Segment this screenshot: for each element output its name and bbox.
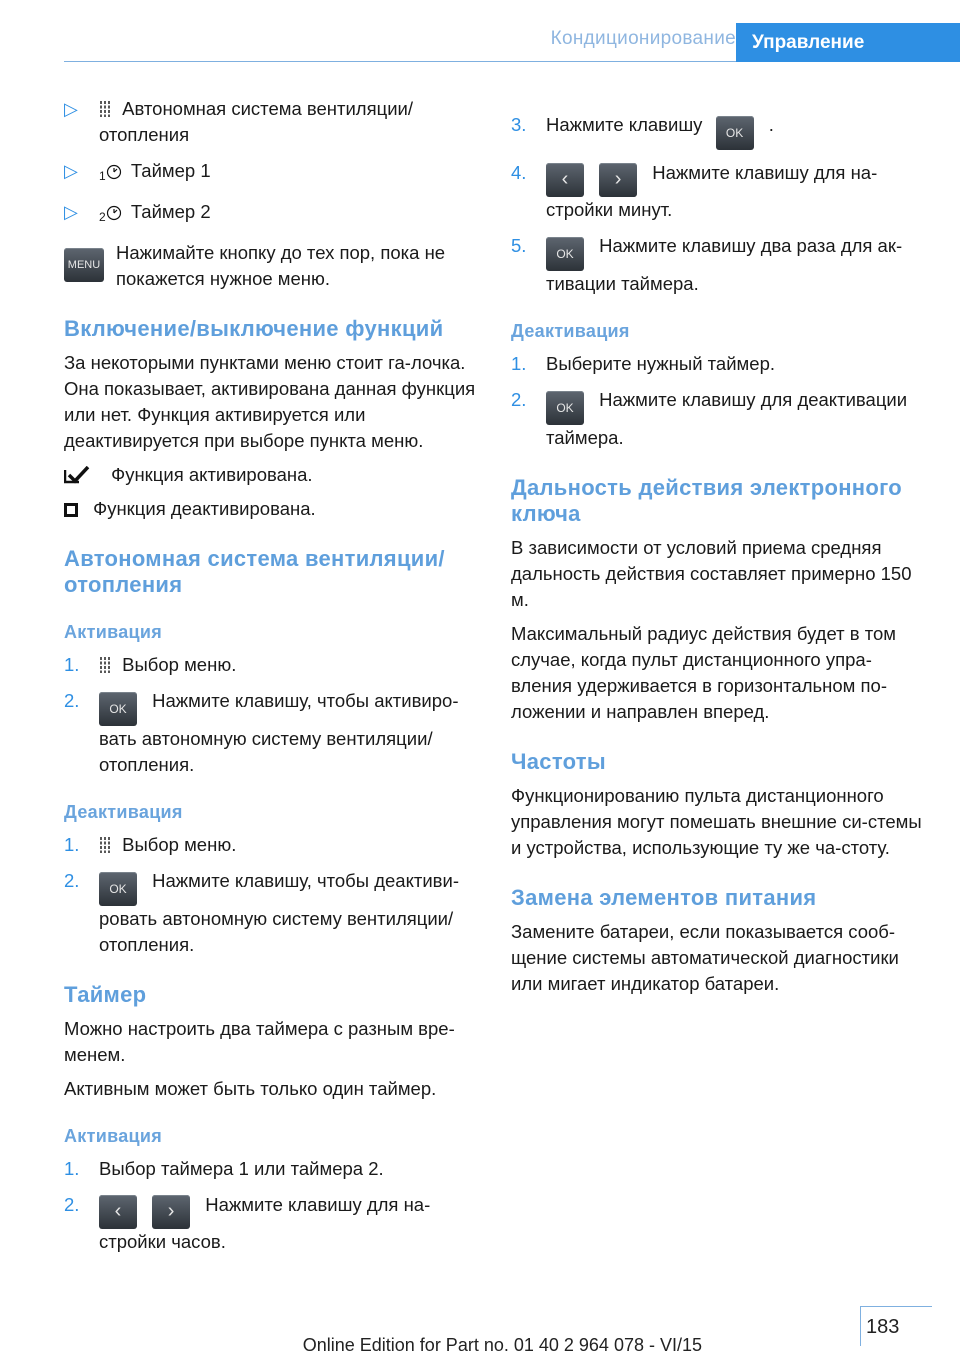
timer-icon: 2: [99, 204, 122, 230]
list-item: 2. OK Нажмите клавишу для деактивации таймера.: [511, 389, 908, 448]
footer-rule: [860, 1306, 932, 1307]
header-rule: [64, 61, 736, 62]
arrow-right-key-icon: ›: [599, 163, 637, 197]
range-paragraph-1: В зависимости от условий приема средняя дальность действия составляет примерно 150 м.: [511, 537, 912, 610]
heading-activation: Активация: [64, 622, 163, 642]
bullet-item-ventilation: [64, 96, 484, 148]
ventilation-icon: [99, 656, 111, 674]
ok-key-icon: OK: [99, 872, 137, 906]
list-item: 1. Выберите нужный таймер.: [511, 353, 775, 374]
triangle-bullet-icon: ▷: [64, 202, 78, 222]
empty-checkbox-icon: [64, 503, 78, 517]
func-activated-row: Функция активирована.: [64, 462, 484, 488]
footer-vertical-rule: [860, 1306, 861, 1346]
menu-instruction: [64, 240, 484, 292]
heading-frequencies: Частоты: [511, 749, 606, 774]
left-column: [64, 96, 484, 1265]
bullet-label: Таймер 1: [130, 160, 211, 181]
ok-key-icon: OK: [546, 391, 584, 425]
triangle-bullet-icon: ▷: [64, 161, 78, 181]
triangle-bullet-icon: ▷: [64, 99, 78, 119]
arrow-left-key-icon: ‹: [99, 1195, 137, 1229]
list-item: 1. Выбор меню.: [64, 834, 237, 855]
bullet-item-timer2: [64, 199, 484, 230]
heading-on-off: Включение/выключение функций: [64, 316, 444, 341]
func-deactivated-row: Функция деактивирована.: [64, 496, 484, 522]
bullet-item-timer1: [64, 158, 484, 189]
list-item: 5. OK Нажмите клавишу два раза для ак-тивации таймера.: [511, 235, 903, 294]
list-item: 2. OK Нажмите клавишу, чтобы деактиви-ровать автономную систему вентиляции/ отопления.: [64, 870, 460, 955]
timer-icon: 1: [99, 163, 122, 189]
list-item: 3. Нажмите клавишу OK .: [511, 112, 931, 150]
ventilation-icon: [99, 100, 111, 118]
on-off-text: За некоторыми пунктами меню стоит га-лочка. Она показывает, активирована данная функция или нет. Функция активируется или деактивируется при выборе пункта меню.: [64, 352, 476, 451]
heading-auto-ventilation: Автономная система вентиляции/ отопления: [64, 546, 445, 597]
ok-key-icon: OK: [716, 116, 754, 150]
range-paragraph-2: Максимальный радиус действия будет в том случае, когда пульт дистанционного упра-вления удерживается в горизонтальном по-ложении и направлен вперед.: [511, 623, 896, 722]
ok-key-icon: OK: [546, 237, 584, 271]
heading-deactivation: Деактивация: [64, 802, 183, 822]
bullet-label: Таймер 2: [130, 201, 211, 222]
heading-key-range: Дальность действия электронного ключа: [511, 475, 903, 526]
list-item: 2. ‹ › Нажмите клавишу для на-стройки часов.: [64, 1194, 431, 1252]
battery-paragraph: Замените батареи, если показывается сооб-щение системы автоматической диагностики или мигает индикатор батареи.: [511, 921, 899, 994]
bullet-label: Автономная система вентиляции/ отопления: [99, 98, 414, 145]
arrow-right-key-icon: ›: [152, 1195, 190, 1229]
heading-timer-activation: Активация: [64, 1126, 163, 1146]
list-item: 1. Выбор таймера 1 или таймера 2.: [64, 1158, 384, 1179]
list-item: 4. ‹ › Нажмите клавишу для на-стройки минут.: [511, 162, 878, 220]
arrow-left-key-icon: ‹: [546, 163, 584, 197]
heading-deactivation: Деактивация: [511, 321, 630, 341]
checkmark-icon: [64, 466, 98, 484]
ventilation-icon: [99, 836, 111, 854]
chapter-tab: Управление: [736, 23, 960, 62]
menu-instruction-text: Нажимайте кнопку до тех пор, пока не покажется нужное меню.: [116, 242, 446, 289]
ok-key-icon: OK: [99, 692, 137, 726]
page-header: [0, 0, 960, 62]
menu-key-icon: MENU: [64, 248, 104, 282]
edition-text: Online Edition for Part no. 01 40 2 964 078 - VI/15: [302, 1335, 702, 1355]
list-item: 1. Выбор меню.: [64, 654, 237, 675]
page-number: 183: [866, 1316, 900, 1338]
right-column: [511, 96, 931, 1005]
freq-paragraph: Функционированию пульта дистанционного управления могут помешать внешние си-стемы и устройства, использующие ту же ча-стоту.: [511, 785, 922, 858]
section-title: Кондиционирование: [550, 28, 736, 49]
list-item: 2. OK Нажмите клавишу, чтобы активиро-вать автономную систему вентиляции/ отопления.: [64, 690, 459, 775]
heading-battery: Замена элементов питания: [511, 885, 817, 910]
heading-timer: Таймер: [64, 982, 147, 1007]
timer-paragraph-1: Можно настроить два таймера с разным вре-менем.: [64, 1018, 455, 1065]
timer-paragraph-2: Активным может быть только один таймер.: [64, 1078, 437, 1099]
